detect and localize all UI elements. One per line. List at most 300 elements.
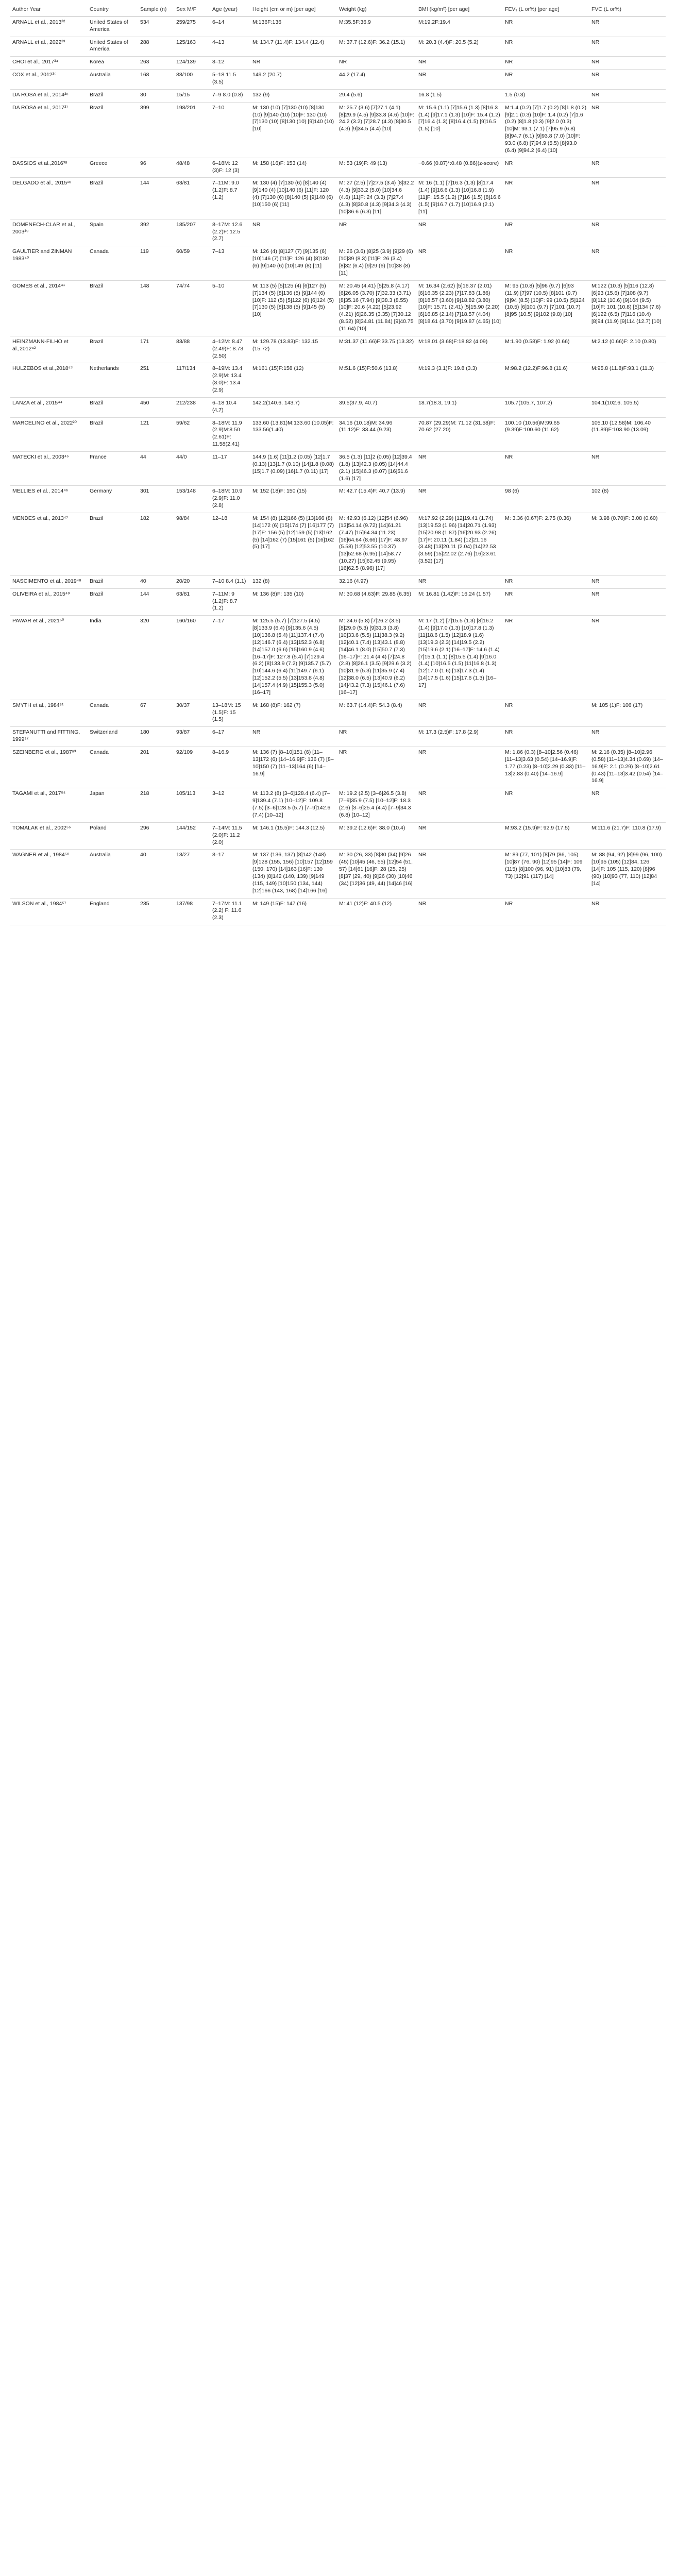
cell-fvc: NR xyxy=(589,727,666,747)
table-row xyxy=(10,451,666,485)
cell-sex: 60/59 xyxy=(174,246,210,280)
cell-bmi: M:17.92 (2.29) [12]19.41 (1.74) [13]19.53 (1.96) [14]20.71 (1.93) [15]20.98 (1.87) [16]20.93 (2.26) [17]F: 20.11 (1.84) [12]21.16 (3.48) [13]20.11 (2.04) [14]22.53 (3.59) [15]22.02 (2.76) [16]23.61 (3.52) [17] xyxy=(416,513,503,575)
cell-fvc: 102 (8) xyxy=(589,486,666,513)
cell-author: MATECKI et al., 2003⁴⁵ xyxy=(10,451,88,485)
cell-fev1: NR xyxy=(503,727,589,747)
cell-weight: 44.2 (17.4) xyxy=(337,70,416,90)
cell-height: 132 (9) xyxy=(250,89,337,102)
cell-age: 6–18 10.4 (4.7) xyxy=(210,397,250,417)
cell-height: M: 125.5 (5.7) [7]127.5 (4.5) [8]133.9 (6.4) [9]135.6 (4.5) [10]136.8 (5.4) [11]137.4 (7.4) [12]146.7 (6.4) [13]152.3 (6.8) [14]157.0 (6.6) [15]160.9 (4.6) [16–17]F: 127.8 (5.4) [7]129.4 (6.2) [8]133.9 (7.2) [9]135.7 (5.7) [10]144.6 (6.4) [11]149.7 (6.1) [12]152.2 (5.5) [13]153.8 (4.8) [14]157.4 (4.9) [15]155.3 (5.0) [16–17] xyxy=(250,616,337,700)
cell-sex: 153/148 xyxy=(174,486,210,513)
cell-sample: 301 xyxy=(138,486,174,513)
table-row xyxy=(10,158,666,178)
cell-sample: 148 xyxy=(138,280,174,336)
cell-author: NASCIMENTO et al., 2019⁴⁸ xyxy=(10,575,88,588)
cell-height: 142.2(140.6, 143.7) xyxy=(250,397,337,417)
cell-fev1: M:93.2 (15.9)F: 92.9 (17.5) xyxy=(503,822,589,850)
table-row xyxy=(10,588,666,616)
cell-weight: M: 37.7 (12.6)F: 36.2 (15.1) xyxy=(337,37,416,57)
cell-weight: M: 25.7 (3.6) [7]27.1 (4.1) [8]29.9 (4.5) [9]33.8 (4.6) [10]F: 24.2 (3.2) [7]28.7 (4.3) [8]30.5 (4.3) [9]34.5 (4.4) [10] xyxy=(337,102,416,158)
cell-author: TAGAMI et al., 2017⁵⁴ xyxy=(10,788,88,822)
table-row xyxy=(10,397,666,417)
cell-fvc: M:111.6 (21.7)F: 110.8 (17.9) xyxy=(589,822,666,850)
cell-sample: 96 xyxy=(138,158,174,178)
cell-weight: M: 19.2 (2.5) [3–6]26.5 (3.8) [7–9]35.9 (7.5) [10–12]F: 18.3 (2.6) [3–6]25.4 (4.4) [7–9]34.3 (6.8) [10–12] xyxy=(337,788,416,822)
cell-sample: 450 xyxy=(138,397,174,417)
table-row xyxy=(10,700,666,727)
cell-bmi: NR xyxy=(416,57,503,70)
cell-weight: M: 63.7 (14.4)F: 54.3 (8.4) xyxy=(337,700,416,727)
header-height: Height (cm or m) [per age] xyxy=(250,4,337,16)
cell-height: M: 113.2 (8) [3–6]128.4 (6.4) [7–9]139.4 (7.1) [10–12]F: 109.8 (7.5) [3–6]128.5 (5.7) [7–9]142.6 (7.4) [10–12] xyxy=(250,788,337,822)
cell-fvc: NR xyxy=(589,451,666,485)
cell-sample: 534 xyxy=(138,16,174,37)
cell-country: Poland xyxy=(88,822,138,850)
cell-fev1: M:98.2 (12.2)F:96.8 (11.6) xyxy=(503,363,589,397)
table-row xyxy=(10,246,666,280)
cell-height: M: 113 (5) [5]125 (4) [6]127 (5) [7]134 (5) [8]136 (5) [9]144 (6) [10]F: 112 (5) [5]122 (6) [6]124 (5) [7]130 (5) [8]138 (5) [9]145 (5) [10] xyxy=(250,280,337,336)
cell-age: 4–13 xyxy=(210,37,250,57)
cell-height: M: 168 (8)F: 162 (7) xyxy=(250,700,337,727)
cell-fvc: NR xyxy=(589,37,666,57)
cell-weight: M: 24.6 (5.8) [7]26.2 (3.5) [8]29.0 (5.3) [9]31.3 (3.8) [10]33.6 (5.5) [11]38.3 (9.2) [12]40.1 (7.4) [13]43.1 (8.8) [14]46.1 (8.0) [15]50.7 (7.3) [16–17]F: 21.4 (4.4) [7]24.8 (2.8) [8]26.1 (3.5) [9]29.6 (3.2) [10]31.9 (5.3) [11]35.9 (7.4) [12]38.0 (6.5) [13]40.9 (6.2) [14]43.2 (7.3) [15]46.1 (7.6) [16–17] xyxy=(337,616,416,700)
cell-sample: 144 xyxy=(138,178,174,219)
cell-sample: 288 xyxy=(138,37,174,57)
cell-fev1: NR xyxy=(503,158,589,178)
table-row xyxy=(10,363,666,397)
cell-age: 5–10 xyxy=(210,280,250,336)
cell-bmi: NR xyxy=(416,747,503,788)
cell-height: NR xyxy=(250,727,337,747)
cell-sex: 63/81 xyxy=(174,588,210,616)
cell-height: M: 130 (4) [7]130 (6) [8]140 (4) [9]140 (4) [10]140 (6) [11]F: 120 (4) [7]130 (6) [8]140 (5) [9]140 (6) [10]150 (6) [11] xyxy=(250,178,337,219)
table-row xyxy=(10,727,666,747)
cell-country: Canada xyxy=(88,700,138,727)
cell-height: M: 146.1 (15.5)F: 144.3 (12.5) xyxy=(250,822,337,850)
cell-fvc: NR xyxy=(589,57,666,70)
cell-sex: 93/87 xyxy=(174,727,210,747)
cell-fvc: NR xyxy=(589,219,666,246)
cell-author: STEFANUTTI and FITTING, 1999⁵² xyxy=(10,727,88,747)
header-sex: Sex M/F xyxy=(174,4,210,16)
cell-country: Brazil xyxy=(88,89,138,102)
cell-author: ARNALL et al., 2022³³ xyxy=(10,37,88,57)
cell-fev1: M: 89 (77, 101) [8]79 (86, 105) [10]87 (76, 90) [12]95 [14]F: 109 (115) [8]100 (96, 91) [10]83 (79, 73) [12]91 (117) [14] xyxy=(503,850,589,898)
cell-country: Netherlands xyxy=(88,363,138,397)
cell-fvc: NR xyxy=(589,70,666,90)
cell-author: OLIVEIRA et al., 2015⁴⁹ xyxy=(10,588,88,616)
cell-fvc: NR xyxy=(589,588,666,616)
cell-sex: 83/88 xyxy=(174,336,210,363)
cell-country: Korea xyxy=(88,57,138,70)
cell-age: 8–17M: 12.6 (2.2)F: 12.5 (2.7) xyxy=(210,219,250,246)
cell-height: 132 (8) xyxy=(250,575,337,588)
cell-weight: NR xyxy=(337,57,416,70)
cell-fev1: NR xyxy=(503,616,589,700)
cell-age: 6–17 xyxy=(210,727,250,747)
cell-author: WAGNER et al., 1984⁵⁶ xyxy=(10,850,88,898)
cell-age: 6–18M: 10.9 (2.9)F: 11.0 (2.8) xyxy=(210,486,250,513)
table-row xyxy=(10,898,666,925)
cell-height: M:161 (15)F:158 (12) xyxy=(250,363,337,397)
cell-weight: 39.5(37.9, 40.7) xyxy=(337,397,416,417)
cell-author: MENDES et al., 2013⁴⁷ xyxy=(10,513,88,575)
cell-country: Germany xyxy=(88,486,138,513)
cell-author: DA ROSA et al., 2017³⁷ xyxy=(10,102,88,158)
cell-author: LANZA et al., 2015⁴⁴ xyxy=(10,397,88,417)
cell-country: Canada xyxy=(88,246,138,280)
cell-height: 144.9 (1.6) [11]1.2 (0.05) [12]1.7 (0.13) [13]1.7 (0.10) [14]1.8 (0.08) [15]1.7 (0.09) [16]1.7 (0.11) [17] xyxy=(250,451,337,485)
cell-country: Brazil xyxy=(88,178,138,219)
cell-sex: 92/109 xyxy=(174,747,210,788)
cell-age: 7–17 xyxy=(210,616,250,700)
cell-fvc: NR xyxy=(589,575,666,588)
cell-bmi: NR xyxy=(416,451,503,485)
cell-weight: 34.16 (10.18)M: 34.96 (11.12)F: 33.44 (9.23) xyxy=(337,417,416,451)
cell-sex: 98/84 xyxy=(174,513,210,575)
cell-sample: 399 xyxy=(138,102,174,158)
cell-weight: M: 42.7 (15.4)F: 40.7 (13.9) xyxy=(337,486,416,513)
cell-sample: 263 xyxy=(138,57,174,70)
cell-bmi: 16.8 (1.5) xyxy=(416,89,503,102)
table-row xyxy=(10,486,666,513)
table-row xyxy=(10,219,666,246)
header-sample: Sample (n) xyxy=(138,4,174,16)
cell-height: 149.2 (20.7) xyxy=(250,70,337,90)
table-row xyxy=(10,747,666,788)
cell-bmi: M: 16.81 (1.42)F: 16.24 (1.57) xyxy=(416,588,503,616)
table-row xyxy=(10,417,666,451)
cell-sex: 160/160 xyxy=(174,616,210,700)
cell-author: HULZEBOS et al.,2018⁴³ xyxy=(10,363,88,397)
cell-sample: 30 xyxy=(138,89,174,102)
cell-height: M: 137 (136, 137) [8]142 (148) [9]128 (155, 156) [10]157 [12]159 (150, 170) [14]163 [16]F: 130 (134) [8]142 (140, 139) [9]149 (115, 149) [10]150 (134, 144) [12]166 (143, 168) [14]166 [16] xyxy=(250,850,337,898)
cell-bmi: NR xyxy=(416,70,503,90)
cell-sample: 320 xyxy=(138,616,174,700)
cell-bmi: NR xyxy=(416,898,503,925)
header-bmi: BMI (kg/m²) [per age] xyxy=(416,4,503,16)
cell-age: 12–18 xyxy=(210,513,250,575)
cell-height: M: 152 (18)F: 150 (15) xyxy=(250,486,337,513)
cell-bmi: NR xyxy=(416,486,503,513)
cell-bmi: NR xyxy=(416,788,503,822)
cell-age: 8–17 xyxy=(210,850,250,898)
table-header xyxy=(10,4,666,16)
cell-sample: 251 xyxy=(138,363,174,397)
header-author-year: Author Year xyxy=(10,4,88,16)
cell-weight: 29.4 (5.6) xyxy=(337,89,416,102)
cell-author: GOMES et al., 2014⁴¹ xyxy=(10,280,88,336)
cell-sex: 20/20 xyxy=(174,575,210,588)
cell-country: France xyxy=(88,451,138,485)
cell-country: United States of America xyxy=(88,16,138,37)
cell-sex: 88/100 xyxy=(174,70,210,90)
cell-country: Greece xyxy=(88,158,138,178)
cell-sex: 105/113 xyxy=(174,788,210,822)
cell-sample: 40 xyxy=(138,575,174,588)
cell-sex: 13/27 xyxy=(174,850,210,898)
cell-country: Switzerland xyxy=(88,727,138,747)
cell-fev1: NR xyxy=(503,219,589,246)
cell-sex: 198/201 xyxy=(174,102,210,158)
cell-sample: 218 xyxy=(138,788,174,822)
cell-fev1: NR xyxy=(503,898,589,925)
cell-fvc: NR xyxy=(589,898,666,925)
table-row xyxy=(10,89,666,102)
cell-sex: 125/163 xyxy=(174,37,210,57)
cell-height: NR xyxy=(250,219,337,246)
table-row xyxy=(10,57,666,70)
cell-author: MARCELINO et al., 2022²⁰ xyxy=(10,417,88,451)
cell-age: 6–18M: 12 (3)F: 12 (3) xyxy=(210,158,250,178)
cell-sample: 201 xyxy=(138,747,174,788)
cell-sex: 259/275 xyxy=(174,16,210,37)
cell-fvc: NR xyxy=(589,102,666,158)
cell-sample: 40 xyxy=(138,850,174,898)
cell-bmi: M: 16.34 (2.62) [5]16.37 (2.01) [6]16.35 (2.23) [7]17.83 (1.86) [8]18.57 (3.60) [9]18.82 (3.80) [10]F: 15.71 (2.41) [5]15.90 (2.20) [6]16.85 (2.14) [7]18.57 (4.04) [8]18.61 (3.70) [9]19.87 (4.65) [10] xyxy=(416,280,503,336)
cell-sample: 182 xyxy=(138,513,174,575)
cell-author: HEINZMANN-FILHO et al.,2012⁴² xyxy=(10,336,88,363)
cell-sex: 144/152 xyxy=(174,822,210,850)
table-row xyxy=(10,280,666,336)
cell-weight: M: 39.2 (12.6)F: 38.0 (10.4) xyxy=(337,822,416,850)
cell-bmi: M:19.2F:19.4 xyxy=(416,16,503,37)
cell-age: 5–18 11.5 (3.5) xyxy=(210,70,250,90)
cell-sex: 59/62 xyxy=(174,417,210,451)
cell-bmi: M: 17.3 (2.5)F: 17.8 (2.9) xyxy=(416,727,503,747)
table-row xyxy=(10,102,666,158)
cell-weight: M: 26 (3.6) [8]25 (3.9) [9]29 (6) [10]39 (8.3) [11]F: 26 (3.4) [8]32 (6.4) [9]29 (6) [10]38 (8) [11] xyxy=(337,246,416,280)
cell-sex: 74/74 xyxy=(174,280,210,336)
cell-height: NR xyxy=(250,57,337,70)
cell-age: 7–11M: 9.0 (1.2)F: 8.7 (1.2) xyxy=(210,178,250,219)
cell-weight: NR xyxy=(337,219,416,246)
cell-age: 8–16.9 xyxy=(210,747,250,788)
cell-author: ARNALL et al., 2013³² xyxy=(10,16,88,37)
cell-age: 7–17M: 11.1 (2.2) F: 11.6 (2.3) xyxy=(210,898,250,925)
cell-fvc: NR xyxy=(589,158,666,178)
cell-fev1: 98 (6) xyxy=(503,486,589,513)
cell-bmi: 18.7(18.3, 19.1) xyxy=(416,397,503,417)
cell-country: Australia xyxy=(88,850,138,898)
cell-bmi: NR xyxy=(416,219,503,246)
cell-sample: 180 xyxy=(138,727,174,747)
cell-fev1: 1.5 (0.3) xyxy=(503,89,589,102)
cell-age: 8–18M: 11.9 (2.9)M:8.50 (2.61)F: 11.58(2.41) xyxy=(210,417,250,451)
cell-author: PAWAR et al., 2021⁵⁰ xyxy=(10,616,88,700)
cell-height: M: 154 (8) [12]166 (5) [13]166 (8) [14]172 (6) [15]174 (7) [16]177 (7) [17]F: 156 (5) [12]159 (5) [13]162 (5) [14]162 (7) [15]161 (5) [16]162 (5) [17] xyxy=(250,513,337,575)
cell-weight: M: 53 (19)F: 49 (13) xyxy=(337,158,416,178)
cell-age: 7–14M: 11.5 (2.0)F: 11.2 (2.0) xyxy=(210,822,250,850)
cell-fvc: NR xyxy=(589,788,666,822)
cell-age: 8–19M: 13.4 (2.9)M: 13.4 (3.0)F: 13.4 (2.9) xyxy=(210,363,250,397)
cell-height: M: 130 (10) [7]130 (10) [8]130 (10) [9]140 (10) [10]F: 130 (10) [7]130 (10) [8]130 (10) [9]140 (10) [10] xyxy=(250,102,337,158)
header-fev1: FEV₁ (L or%) [per age] xyxy=(503,4,589,16)
cell-bmi: M: 16 (1.1) [7]16.3 (1.3) [8]17.4 (1.4) [9]16.6 (1.3) [10]16.8 (1.9) [11]F: 15.5 (1.2) [7]16 (1.5) [8]16.6 (1.5) [9]16.7 (1.7) [10]16.9 (2.1) [11] xyxy=(416,178,503,219)
cell-sex: 124/139 xyxy=(174,57,210,70)
cell-country: Brazil xyxy=(88,588,138,616)
cell-bmi: −0.66 (0.87)*:0.48 (0.86)(z-score) xyxy=(416,158,503,178)
cell-fvc: M: 105 (1)F: 106 (17) xyxy=(589,700,666,727)
cell-country: Japan xyxy=(88,788,138,822)
cell-sex: 44/0 xyxy=(174,451,210,485)
cell-sample: 67 xyxy=(138,700,174,727)
table-row xyxy=(10,37,666,57)
cell-bmi: M: 15.6 (1.1) [7]15.6 (1.3) [8]16.3 (1.4) [9]17.1 (1.3) [10]F: 15.4 (1.2) [7]16.4 (1.3) [8]16.4 (1.5) [9]16.5 (1.5) [10] xyxy=(416,102,503,158)
table-row xyxy=(10,16,666,37)
cell-age: 7–10 8.4 (1.1) xyxy=(210,575,250,588)
cell-weight: M:51.6 (15)F:50.6 (13.8) xyxy=(337,363,416,397)
cell-weight: M:31.37 (11.66)F:33.75 (13.32) xyxy=(337,336,416,363)
cell-weight: NR xyxy=(337,747,416,788)
cell-fvc: M:95.8 (11.8)F:93.1 (11.3) xyxy=(589,363,666,397)
cell-sample: 235 xyxy=(138,898,174,925)
cell-bmi: M:19.3 (3.1)F: 19.8 (3.3) xyxy=(416,363,503,397)
cell-sex: 15/15 xyxy=(174,89,210,102)
cell-country: India xyxy=(88,616,138,700)
cell-sample: 392 xyxy=(138,219,174,246)
cell-fev1: NR xyxy=(503,178,589,219)
cell-fev1: NR xyxy=(503,37,589,57)
cell-weight: M: 20.45 (4.41) [5]25.8 (4.17) [6]26.05 (3.70) [7]32.33 (3.71) [8]35.16 (7.94) [9]38.3 (8.55) [10]F: 20.6 (4.22) [5]23.92 (4.21) [6]26.35 (3.35) [7]30.12 (8.52) [8]34.81 (11.84) [9]40.75 (11.64) [10] xyxy=(337,280,416,336)
cell-author: MELLIES et al., 2014⁴⁶ xyxy=(10,486,88,513)
cell-weight: M: 27 (2.5) [7]27.5 (3.4) [8]32.2 (4.3) [9]33.2 (5.0) [10]34.6 (4.6) [11]F: 24 (3.3) [7]27.4 (4.3) [8]30.8 (4.3) [9]34.3 (4.3) [10]36.6 (6.3) [11] xyxy=(337,178,416,219)
cell-fvc: 104.1(102.6, 105.5) xyxy=(589,397,666,417)
cell-height: M: 134.7 (11.4)F: 134.4 (12.4) xyxy=(250,37,337,57)
table-row xyxy=(10,513,666,575)
cell-sample: 296 xyxy=(138,822,174,850)
cell-fev1: NR xyxy=(503,700,589,727)
cell-bmi: NR xyxy=(416,850,503,898)
cell-bmi: M: 20.3 (4.4)F: 20.5 (5.2) xyxy=(416,37,503,57)
table-row xyxy=(10,336,666,363)
header-fvc: FVC (L or%) xyxy=(589,4,666,16)
cell-height: M: 136 (7) [8–10]151 (6) [11–13]172 (6) [14–16.9]F: 136 (7) [8–10]150 (7) [11–13]164 (6) [14–16.9] xyxy=(250,747,337,788)
header-weight: Weight (kg) xyxy=(337,4,416,16)
cell-author: GAULTIER and ZINMAN 1983⁴⁰ xyxy=(10,246,88,280)
cell-bmi: NR xyxy=(416,700,503,727)
cell-author: WILSON et al., 1984⁵⁷ xyxy=(10,898,88,925)
cell-height: M:136F:136 xyxy=(250,16,337,37)
cell-country: Brazil xyxy=(88,102,138,158)
cell-author: SZEINBERG et al., 1987⁵³ xyxy=(10,747,88,788)
cell-fev1: NR xyxy=(503,451,589,485)
cell-country: Spain xyxy=(88,219,138,246)
cell-fev1: NR xyxy=(503,16,589,37)
cell-country: England xyxy=(88,898,138,925)
cell-country: Brazil xyxy=(88,575,138,588)
cell-author: DOMENECH-CLAR et al., 2003³⁹ xyxy=(10,219,88,246)
cell-bmi: NR xyxy=(416,575,503,588)
cell-fvc: 105.10 (12.58)M: 106.40 (11.89)F:103.90 (13.09) xyxy=(589,417,666,451)
cell-sex: 117/134 xyxy=(174,363,210,397)
cell-fev1: M:1.4 (0.2) [7]1.7 (0.2) [8]1.8 (0.2) [9]2.1 (0.3) [10]F: 1.4 (0.2) [7]1.6 (0.2) [8]1.8 (0.3) [9]2.0 (0.3) [10]M: 93.1 (7.1) [7]95.9 (6.8) [8]94.7 (6.1) [9]93.8 (7.0) [10]F: 93.0 (6.8) [7]94.9 (5.5) [8]93.0 (6.4) [9]94.2 (6.4) [10] xyxy=(503,102,589,158)
cell-fev1: M: 3.36 (0.67)F: 2.75 (0.36) xyxy=(503,513,589,575)
header-age: Age (year) xyxy=(210,4,250,16)
cell-age: 3–12 xyxy=(210,788,250,822)
cell-fev1: M:1.90 (0.58)F: 1.92 (0.66) xyxy=(503,336,589,363)
cell-fev1: M: 95 (10.8) [5]96 (9.7) [6]93 (11.9) [7]97 (10.5) [8]101 (9.7) [9]94 (8.5) [10]F: 99 (10.5) [5]124 (10.5) [6]101 (9.7) [7]101 (10.7) [8]95 (10.5) [9]102 (9.8) [10] xyxy=(503,280,589,336)
cell-fvc: NR xyxy=(589,178,666,219)
cell-fvc: M: 2.16 (0.35) [8–10]2.96 (0.58) [11–13]4.34 (0.69) [14–16.9]F: 2.1 (0.29) [8–10]2.61 (0.43) [11–13]3.42 (0.54) [14–16.9] xyxy=(589,747,666,788)
table-row xyxy=(10,178,666,219)
cell-bmi: 70.87 (29.29)M: 71.12 (31.58)F: 70.62 (27.20) xyxy=(416,417,503,451)
table-row xyxy=(10,822,666,850)
cell-height: M: 158 (16)F: 153 (14) xyxy=(250,158,337,178)
cell-country: Brazil xyxy=(88,280,138,336)
cell-sample: 44 xyxy=(138,451,174,485)
table-row xyxy=(10,70,666,90)
cell-bmi: NR xyxy=(416,246,503,280)
cell-weight: 32.16 (4.97) xyxy=(337,575,416,588)
cell-fvc: M: 3.98 (0.70)F: 3.08 (0.60) xyxy=(589,513,666,575)
cell-fev1: NR xyxy=(503,575,589,588)
cell-author: DASSIOS et al.,2016³⁸ xyxy=(10,158,88,178)
cell-sex: 30/37 xyxy=(174,700,210,727)
cell-author: SMYTH et al., 1984⁵¹ xyxy=(10,700,88,727)
cell-fvc: NR xyxy=(589,89,666,102)
cell-fev1: NR xyxy=(503,57,589,70)
cell-author: DA ROSA et al., 2014³⁶ xyxy=(10,89,88,102)
cell-age: 7–13 xyxy=(210,246,250,280)
cell-author: TOMALAK et al., 2002⁵⁵ xyxy=(10,822,88,850)
table-row xyxy=(10,616,666,700)
cell-height: M: 126 (4) [8]127 (7) [9]135 (6) [10]146 (7) [11]F: 126 (4) [8]130 (6) [9]140 (6) [10]149 (8) [11] xyxy=(250,246,337,280)
cell-weight: M: 30 (26, 33) [8]30 (34) [9]26 (45) [10]45 (46, 55) [12]54 (51, 57) [14]61 [16]F: 28 (25, 25) [8]37 (29, 40) [9]26 (30) [10]46 (34) [12]36 (49, 44) [14]46 [16] xyxy=(337,850,416,898)
cell-fev1: NR xyxy=(503,788,589,822)
cell-height: 133.60 (13.81)M:133.60 (10.05)F: 133.56(1.40) xyxy=(250,417,337,451)
cell-height: M: 129.78 (13.83)F: 132.15 (15.72) xyxy=(250,336,337,363)
cell-author: DELGADO et al., 2015¹⁶ xyxy=(10,178,88,219)
cell-fvc: NR xyxy=(589,616,666,700)
table-container xyxy=(0,0,677,925)
cell-bmi: M:18.01 (3.68)F:18.82 (4.09) xyxy=(416,336,503,363)
cell-age: 13–18M: 15 (1.5)F: 15 (1.5) xyxy=(210,700,250,727)
cell-sex: 137/98 xyxy=(174,898,210,925)
cell-sample: 144 xyxy=(138,588,174,616)
cell-fev1: NR xyxy=(503,70,589,90)
cell-bmi: NR xyxy=(416,822,503,850)
cell-fvc: M:122 (10.3) [5]116 (12.8) [6]93 (15.6) [7]108 (9.7) [8]112 (10.6) [9]104 (9.5) [10]F: 101 (10.8) [5]134 (7.6) [6]122 (6.5) [7]116 (10.4) [8]94 (11.9) [9]114 (12.7) [10] xyxy=(589,280,666,336)
cell-sample: 171 xyxy=(138,336,174,363)
cell-weight: 36.5 (1.3) [11]2 (0.05) [12]39.4 (1.8) [13]42.3 (0.05) [14]44.4 (2.1) [15]46.3 (0.07) [16]51.6 (1.6) [17] xyxy=(337,451,416,485)
cell-fvc: NR xyxy=(589,246,666,280)
cell-country: Brazil xyxy=(88,513,138,575)
cell-country: Canada xyxy=(88,747,138,788)
cell-weight: NR xyxy=(337,727,416,747)
cell-height: M: 136 (8)F: 135 (10) xyxy=(250,588,337,616)
cell-sex: 212/238 xyxy=(174,397,210,417)
cell-country: Brazil xyxy=(88,417,138,451)
cell-fev1: 105.7(105.7, 107.2) xyxy=(503,397,589,417)
cell-age: 6–14 xyxy=(210,16,250,37)
cell-author: CHOI et al., 2017³⁴ xyxy=(10,57,88,70)
cell-fev1: NR xyxy=(503,246,589,280)
cell-age: 7–10 xyxy=(210,102,250,158)
cell-sex: 63/81 xyxy=(174,178,210,219)
cell-age: 7–9 8.0 (0.8) xyxy=(210,89,250,102)
cell-sample: 168 xyxy=(138,70,174,90)
cell-sex: 48/48 xyxy=(174,158,210,178)
cell-country: Brazil xyxy=(88,336,138,363)
table-row xyxy=(10,788,666,822)
cell-author: COX et al., 2012³⁵ xyxy=(10,70,88,90)
anthropometry-table xyxy=(10,4,666,925)
cell-sex: 185/207 xyxy=(174,219,210,246)
cell-fvc: M: 88 (94, 92) [8]99 (96, 100) [10]95 (105) [12]84, 126 [14]F: 105 (115, 120) [8]96 (90) [10]93 (77, 110) [12]84 [14] xyxy=(589,850,666,898)
table-row xyxy=(10,850,666,898)
table-body xyxy=(10,16,666,925)
